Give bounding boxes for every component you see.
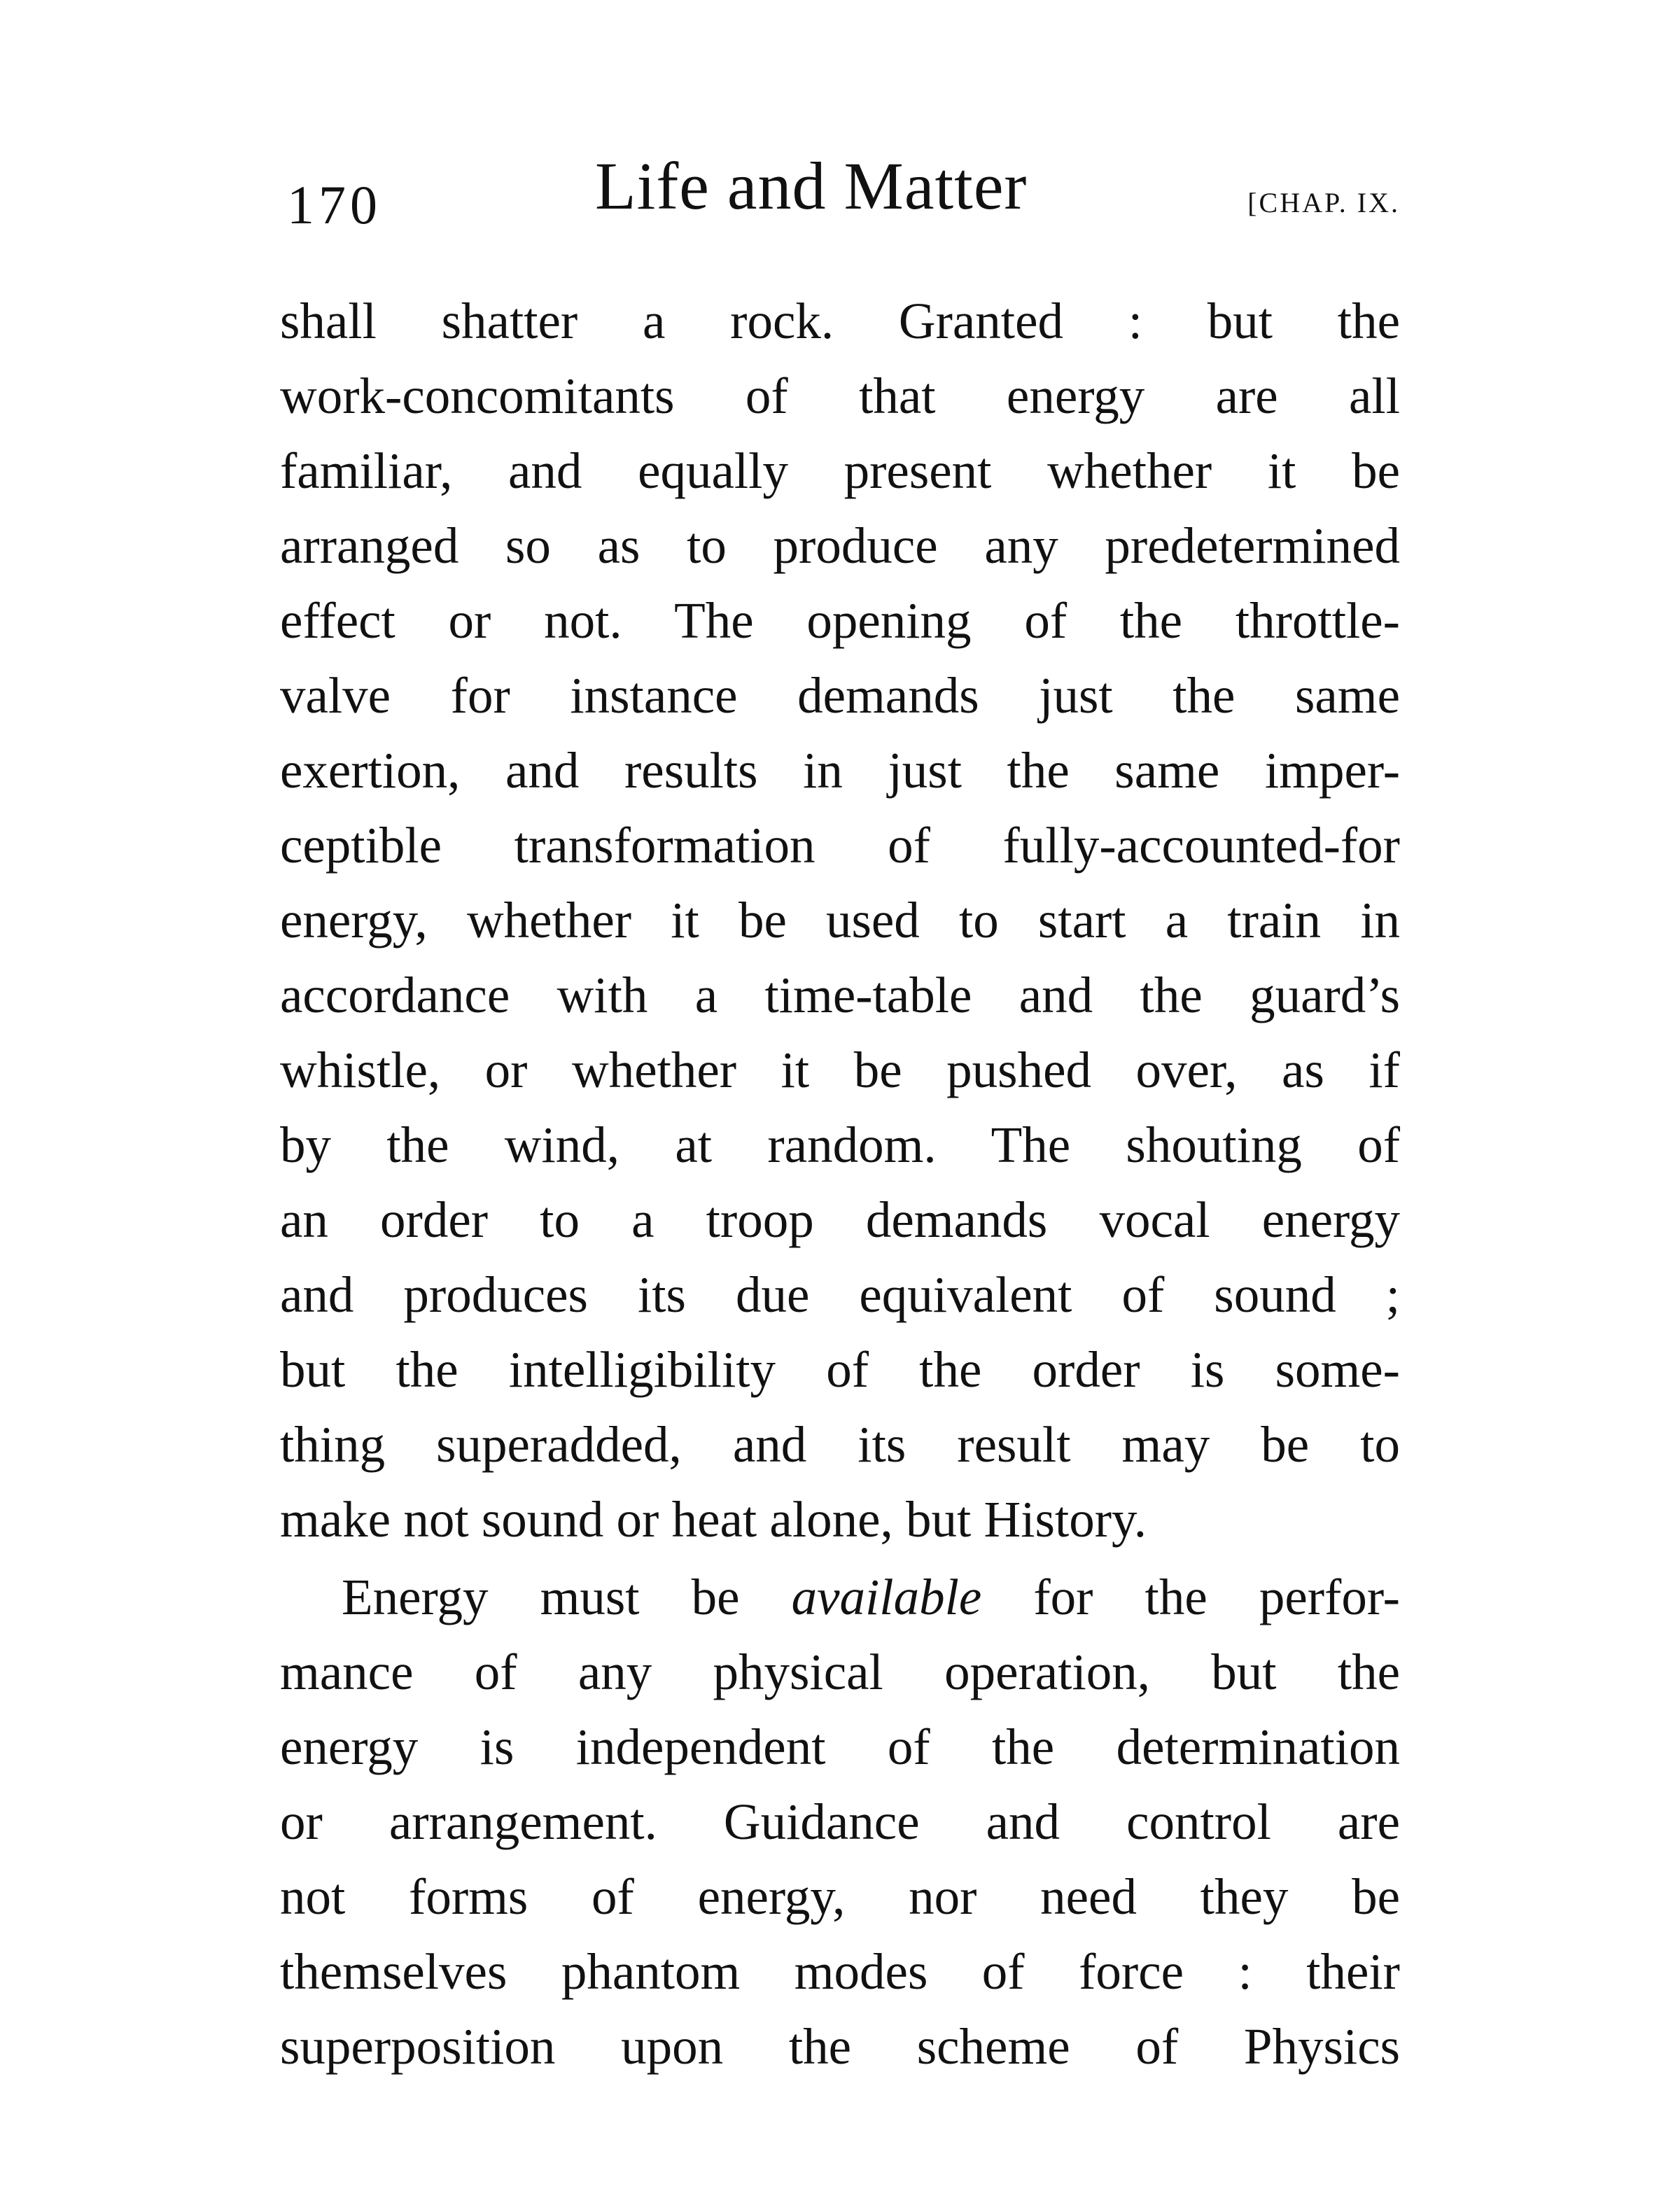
text-line: make not sound or heat alone, but History.: [280, 1491, 1147, 1548]
text-line: mance of any physical operation, but the: [280, 1644, 1400, 1700]
text-line: an order to a troop demands vocal energy: [280, 1191, 1400, 1248]
text-line-first: [280, 1560, 1400, 1634]
text-line: not forms of energy, nor need they be: [280, 1868, 1400, 1925]
text-line: by the wind, at random. The shouting of: [280, 1116, 1400, 1173]
text-line: whistle, or whether it be pushed over, as if: [280, 1042, 1400, 1098]
text-line: but the intelligibility of the order is some-: [280, 1341, 1400, 1398]
text-line: work-concomitants of that energy are all: [280, 368, 1400, 424]
paragraph-1: [280, 284, 1400, 1557]
emphasized-word: available: [791, 1569, 982, 1625]
text-run: for the perfor-: [981, 1569, 1400, 1625]
page-number: 170: [287, 174, 382, 235]
text-line: arranged so as to produce any predetermined: [280, 517, 1400, 574]
text-line: superposition upon the scheme of Physics: [280, 2018, 1400, 2075]
text-line: or arrangement. Guidance and control are: [280, 1793, 1400, 1850]
text-line: ceptible transformation of fully-accounted-for: [280, 817, 1400, 874]
text-line: valve for instance demands just the same: [280, 667, 1400, 724]
text-line: familiar, and equally present whether it be: [280, 442, 1400, 499]
text-line: themselves phantom modes of force : their: [280, 1943, 1400, 2000]
chapter-reference: [CHAP. IX.: [1247, 187, 1400, 218]
text-line: energy, whether it be used to start a train in: [280, 892, 1400, 948]
text-line: thing superadded, and its result may be to: [280, 1416, 1400, 1473]
text-line: effect or not. The opening of the throttle-: [280, 592, 1400, 649]
paragraph-2: [280, 1560, 1400, 2084]
running-title: Life and Matter: [595, 148, 1028, 223]
text-run: Energy must be: [342, 1569, 792, 1625]
text-line: shall shatter a rock. Granted : but the: [280, 293, 1400, 349]
text-line: exertion, and results in just the same imper-: [280, 742, 1400, 799]
body-text: [280, 284, 1400, 2084]
text-line: accordance with a time-table and the guard’s: [280, 967, 1400, 1023]
running-head: [280, 140, 1400, 235]
text-line: and produces its due equivalent of sound ;: [280, 1266, 1400, 1323]
text-line: energy is independent of the determination: [280, 1718, 1400, 1775]
